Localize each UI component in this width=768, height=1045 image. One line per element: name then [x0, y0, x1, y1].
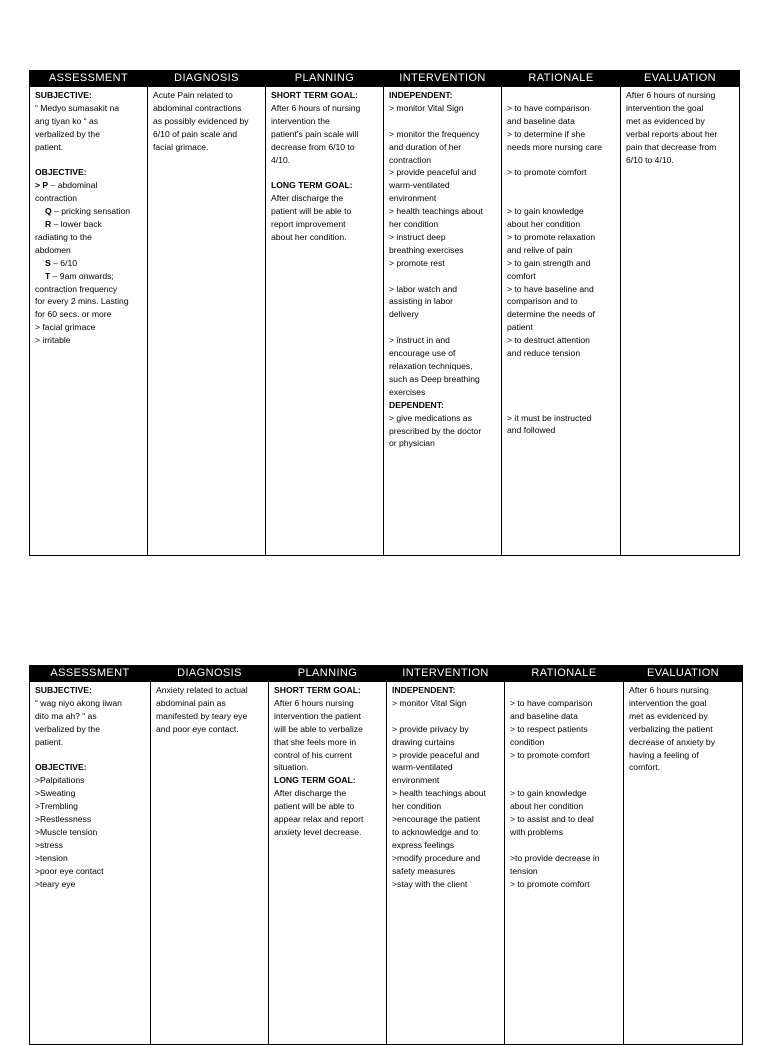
cell-line: that she feels more in: [274, 736, 357, 747]
cell-line: 6/10 of pain scale and: [153, 128, 238, 139]
cell-line: [507, 154, 616, 167]
rationale-cell: [502, 87, 621, 556]
cell-line: SUBJECTIVE:: [35, 90, 92, 100]
table-header: [30, 71, 740, 87]
cell-line: report improvement: [271, 219, 346, 230]
cell-line: > to have comparison: [507, 102, 590, 113]
cell-line: [507, 89, 616, 102]
rationale-cell: [505, 682, 624, 1045]
cell-line: condition: [510, 736, 545, 747]
cell-line: >Restlessness: [35, 814, 92, 825]
cell-line: delivery: [389, 309, 419, 320]
cell-line: prescribed by the doctor: [389, 425, 482, 436]
cell-line: decrease of anxiety by: [629, 736, 715, 747]
header-row: [30, 71, 740, 87]
cell-line: >tension: [35, 852, 68, 863]
cell-line: verbal reports about her: [626, 128, 718, 139]
header-planning: PLANNING: [269, 666, 387, 682]
header-evaluation: EVALUATION: [624, 666, 743, 682]
diagnosis-cell: [151, 682, 269, 1045]
cell-line: >encourage the patient: [392, 814, 481, 825]
assessment-cell: [30, 87, 148, 556]
cell-line: abdomen: [35, 244, 71, 255]
cell-line: manifested by teary eye: [156, 710, 248, 721]
cell-line: SUBJECTIVE:: [35, 685, 92, 695]
cell-line: radiating to the: [35, 231, 92, 242]
planning-cell: [269, 682, 387, 1045]
cell-line: Anxiety related to actual: [156, 685, 248, 695]
cell-line: > provide peaceful and: [389, 167, 477, 178]
care-plan-table-anxiety: [29, 665, 743, 1045]
cell-line: [389, 321, 497, 334]
cell-line: intervention the patient: [274, 710, 361, 721]
cell-line: her condition: [389, 219, 439, 230]
cell-line: > monitor the frequency: [389, 128, 480, 139]
cell-line: and duration of her: [389, 141, 462, 152]
cell-line: After 6 hours of nursing: [626, 90, 716, 100]
cell-line: for 60 secs. or more: [35, 309, 112, 320]
cell-line: her condition: [392, 801, 442, 812]
cell-line: patient will be able to: [274, 801, 355, 812]
cell-line: ang tiyan ko “ as: [35, 115, 99, 126]
cell-line: to acknowledge and to: [392, 826, 479, 837]
table-row: [30, 87, 740, 556]
cell-line: dito ma ah? “ as: [35, 710, 97, 721]
cell-line: > to destruct attention: [507, 335, 590, 346]
cell-line: pain that decrease from: [626, 141, 717, 152]
cell-line: patient.: [35, 141, 64, 152]
cell-line: >Muscle tension: [35, 826, 98, 837]
cell-line: safety measures: [392, 865, 456, 876]
cell-line: > instruct in and: [389, 335, 450, 346]
cell-line: breathing exercises: [389, 244, 464, 255]
cell-line: “ Medyo sumasakit na: [35, 102, 120, 113]
cell-line: environment: [392, 775, 440, 786]
cell-line: [271, 166, 379, 179]
cell-line: > provide peaceful and: [392, 749, 480, 760]
cell-line: [507, 373, 616, 386]
cell-line: > to promote comfort: [510, 878, 590, 889]
cell-line: T – 9am onwards;: [45, 270, 114, 281]
cell-line: with problems: [510, 826, 564, 837]
header-assessment: ASSESSMENT: [30, 666, 151, 682]
header-rationale: RATIONALE: [505, 666, 624, 682]
cell-line: abdominal contractions: [153, 102, 242, 113]
cell-line: warm-ventilated: [392, 762, 453, 773]
cell-line: about her condition.: [271, 231, 347, 242]
cell-line: > labor watch and: [389, 283, 458, 294]
cell-line: >Trembling: [35, 801, 78, 812]
header-rationale: RATIONALE: [502, 71, 621, 87]
header-diagnosis: DIAGNOSIS: [148, 71, 266, 87]
cell-line: comfort.: [629, 762, 661, 773]
cell-line: > to promote comfort: [507, 167, 587, 178]
cell-line: encourage use of: [389, 348, 456, 359]
cell-line: > to gain knowledge: [507, 206, 584, 217]
cell-line: OBJECTIVE:: [35, 167, 87, 178]
cell-line: about her condition: [510, 801, 584, 812]
header-intervention: INTERVENTION: [384, 71, 502, 87]
cell-line: patient: [507, 322, 533, 333]
cell-line: and baseline data: [510, 710, 578, 721]
cell-line: contraction frequency: [35, 283, 118, 294]
cell-line: environment: [389, 193, 437, 204]
cell-line: contraction: [389, 154, 432, 165]
cell-line: [389, 115, 497, 128]
cell-line: [510, 684, 619, 697]
cell-line: met as evidenced by: [629, 710, 708, 721]
planning-cell: [266, 87, 384, 556]
cell-line: SHORT TERM GOAL:: [271, 90, 358, 100]
cell-line: patient will be able to: [271, 206, 352, 217]
cell-line: and baseline data: [507, 115, 575, 126]
cell-line: control of his current: [274, 749, 352, 760]
header-diagnosis: DIAGNOSIS: [151, 666, 269, 682]
cell-line: LONG TERM GOAL:: [274, 775, 356, 786]
cell-line: comfort: [507, 270, 536, 281]
cell-line: appear relax and report: [274, 814, 364, 825]
table-row: [30, 682, 743, 1045]
cell-line: > facial grimace: [35, 322, 96, 333]
cell-line: After 6 hours nursing: [629, 685, 709, 695]
cell-line: > P – abdominal: [35, 180, 98, 191]
cell-line: decrease from 6/10 to: [271, 141, 355, 152]
cell-line: [507, 360, 616, 373]
cell-line: assisting in labor: [389, 296, 454, 307]
cell-line: comparison and to: [507, 296, 578, 307]
cell-line: such as Deep breathing: [389, 373, 480, 384]
cell-line: Q – pricking sensation: [45, 206, 131, 217]
cell-line: >stress: [35, 839, 63, 850]
intervention-cell: [384, 87, 502, 556]
cell-line: > to determine if she: [507, 128, 586, 139]
cell-line: verbalized by the: [35, 128, 100, 139]
header-row: [30, 666, 743, 682]
cell-line: S – 6/10: [45, 257, 78, 268]
cell-line: and reduce tension: [507, 348, 581, 359]
evaluation-cell: [624, 682, 743, 1045]
cell-line: Acute Pain related to: [153, 90, 233, 100]
cell-line: tension: [510, 865, 538, 876]
cell-line: > to gain strength and: [507, 257, 591, 268]
cell-line: > to promote relaxation: [507, 231, 596, 242]
cell-line: After discharge the: [274, 788, 347, 799]
cell-line: > irritable: [35, 335, 71, 346]
cell-line: > health teachings about: [392, 788, 486, 799]
header-evaluation: EVALUATION: [621, 71, 740, 87]
cell-line: anxiety level decrease.: [274, 826, 362, 837]
cell-line: [510, 774, 619, 787]
cell-line: drawing curtains: [392, 736, 455, 747]
cell-line: > to assist and to deal: [510, 814, 594, 825]
care-plan-table-acute-pain: [29, 70, 740, 556]
table-header: [30, 666, 743, 682]
cell-line: > health teachings about: [389, 206, 483, 217]
diagnosis-cell: [148, 87, 266, 556]
cell-line: [35, 749, 146, 762]
cell-line: met as evidenced by: [626, 115, 705, 126]
cell-line: intervention the goal: [629, 697, 707, 708]
evaluation-cell: [621, 87, 740, 556]
cell-line: DEPENDENT:: [389, 399, 444, 410]
cell-line: >poor eye contact: [35, 865, 104, 876]
cell-line: > monitor Vital Sign: [392, 697, 467, 708]
cell-line: >Palpitations: [35, 775, 85, 786]
cell-line: > to gain knowledge: [510, 788, 587, 799]
cell-line: > provide privacy by: [392, 723, 469, 734]
cell-line: > give medications as: [389, 412, 472, 423]
cell-line: > monitor Vital Sign: [389, 102, 464, 113]
cell-line: [510, 761, 619, 774]
header-planning: PLANNING: [266, 71, 384, 87]
cell-line: exercises: [389, 386, 426, 397]
cell-line: intervention the: [271, 115, 330, 126]
cell-line: will be able to verbalize: [274, 723, 363, 734]
cell-line: R – lower back: [45, 219, 102, 230]
cell-line: contraction: [35, 193, 78, 204]
cell-line: OBJECTIVE:: [35, 762, 87, 773]
cell-line: > promote rest: [389, 257, 445, 268]
intervention-cell: [387, 682, 505, 1045]
cell-line: warm-ventilated: [389, 180, 450, 191]
cell-line: relaxation techniques,: [389, 360, 473, 371]
cell-line: about her condition: [507, 219, 581, 229]
cell-line: patient’s pain scale will: [271, 128, 359, 139]
cell-line: > instruct deep: [389, 231, 446, 242]
cell-line: > it must be instructed: [507, 412, 592, 423]
cell-line: verbalizing the patient: [629, 723, 713, 734]
cell-line: > to promote comfort: [510, 749, 590, 760]
cell-line: [507, 386, 616, 399]
cell-line: After discharge the: [271, 193, 344, 204]
cell-line: having a feeling of: [629, 749, 699, 760]
cell-line: > to have comparison: [510, 697, 593, 708]
cell-line: >modify procedure and: [392, 852, 481, 863]
cell-line: >Sweating: [35, 788, 76, 799]
cell-line: [35, 154, 143, 167]
cell-line: express feelings: [392, 839, 455, 850]
cell-line: as possibly evidenced by: [153, 115, 249, 126]
cell-line: [507, 192, 616, 205]
cell-line: determine the needs of: [507, 309, 595, 320]
cell-line: INDEPENDENT:: [389, 90, 453, 100]
header-intervention: INTERVENTION: [387, 666, 505, 682]
cell-line: patient.: [35, 736, 64, 747]
cell-line: [507, 179, 616, 192]
cell-line: verbalized by the: [35, 723, 100, 734]
cell-line: and followed: [507, 425, 556, 436]
cell-line: INDEPENDENT:: [392, 685, 456, 695]
cell-line: [507, 399, 616, 412]
cell-line: and poor eye contact.: [156, 723, 239, 734]
cell-line: facial grimace.: [153, 141, 209, 152]
cell-line: LONG TERM GOAL:: [271, 180, 353, 191]
cell-line: 6/10 to 4/10.: [626, 154, 674, 165]
cell-line: After 6 hours nursing: [274, 697, 354, 708]
cell-line: SHORT TERM GOAL:: [274, 685, 361, 695]
cell-line: [510, 839, 619, 852]
cell-line: for every 2 mins. Lasting: [35, 296, 129, 307]
cell-line: “ wag niyo akong iiwan: [35, 697, 122, 708]
cell-line: [389, 270, 497, 283]
cell-line: > to respect patients: [510, 723, 588, 734]
cell-line: abdominal pain as: [156, 697, 226, 708]
cell-line: [392, 710, 500, 723]
assessment-cell: [30, 682, 151, 1045]
cell-line: >teary eye: [35, 878, 76, 889]
cell-line: 4/10.: [271, 154, 291, 165]
cell-line: or physician: [389, 438, 435, 449]
cell-line: After 6 hours of nursing: [271, 102, 361, 113]
cell-line: intervention the goal: [626, 102, 704, 113]
cell-line: >to provide decrease in: [510, 852, 600, 863]
cell-line: and relive of pain: [507, 244, 573, 255]
cell-line: > to have baseline and: [507, 283, 594, 294]
cell-line: >stay with the client: [392, 878, 468, 889]
cell-line: needs more nursing care: [507, 141, 603, 152]
header-assessment: ASSESSMENT: [30, 71, 148, 87]
cell-line: situation.: [274, 762, 309, 773]
